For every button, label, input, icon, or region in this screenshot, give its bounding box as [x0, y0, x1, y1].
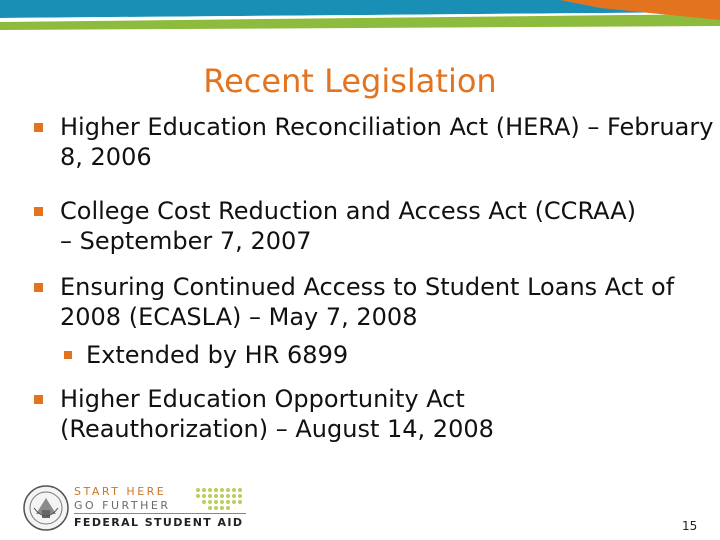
square-bullet-icon	[34, 123, 43, 132]
bullet-text: Higher Education Opportunity Act (Reauthorization) – August 14, 2008	[60, 385, 494, 443]
bullet-item-heoa	[34, 384, 620, 444]
bullet-text: Ensuring Continued Access to Student Loans Act of 2008 (ECASLA) – May 7, 2008	[60, 273, 675, 331]
bullet-item-ecasla	[34, 272, 714, 332]
logo-line-federal-student-aid: FEDERAL STUDENT AID	[74, 516, 244, 529]
page-number: 15	[682, 519, 698, 533]
bullet-text: Higher Education Reconciliation Act (HERA) – February 8, 2006	[60, 113, 714, 171]
logo-line-go-further: GO FURTHER	[74, 499, 171, 512]
square-bullet-icon	[64, 351, 72, 359]
dot-pattern-icon	[194, 486, 254, 512]
slide-title: Recent Legislation	[203, 62, 497, 100]
sub-bullet-text: Extended by HR 6899	[86, 341, 349, 369]
bullet-text: College Cost Reduction and Access Act (CCRAA) – September 7, 2007	[60, 197, 637, 255]
square-bullet-icon	[34, 395, 43, 404]
department-seal-icon	[22, 484, 70, 532]
square-bullet-icon	[34, 207, 43, 216]
federal-student-aid-logo	[22, 484, 282, 534]
logo-line-start-here: START HERE	[74, 485, 167, 498]
square-bullet-icon	[34, 283, 43, 292]
top-decorative-band	[0, 0, 720, 40]
sub-bullet-item	[64, 340, 714, 370]
logo-divider	[74, 513, 246, 514]
bullet-item-hera	[34, 112, 714, 172]
bullet-list	[34, 112, 714, 444]
bullet-item-ccraa	[34, 196, 650, 256]
